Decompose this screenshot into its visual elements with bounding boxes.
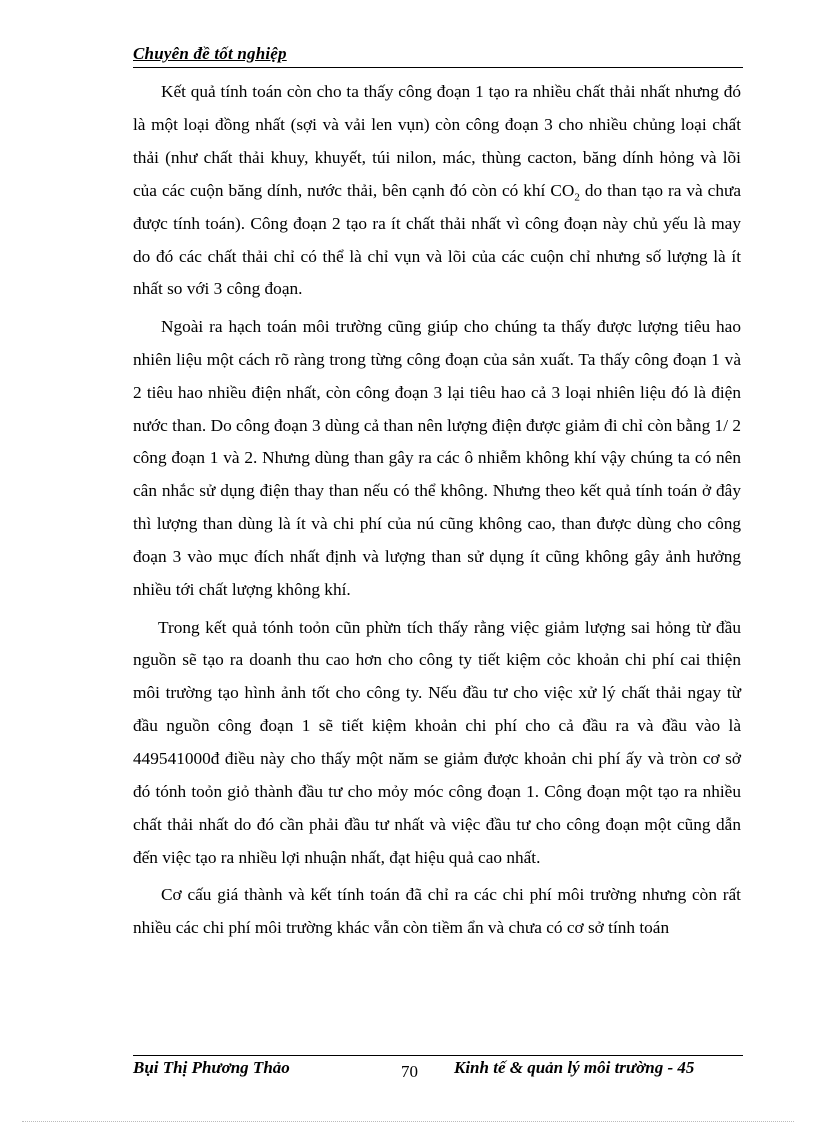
co2-subscript: 2 bbox=[574, 191, 580, 204]
header-divider bbox=[133, 67, 743, 68]
footer-major: Kinh tế & quản lý môi trường - 45 bbox=[454, 1058, 695, 1077]
paragraph-1-text-a: Kết quả tính toán còn cho ta thấy công đoạn 1 tạo ra nhiều chất thải nhất nhưng đó là một loại đồng nhất (sợi và vải len vụn) còn công đoạn 3 cho nhiều chủng loại chất thải (như chất thải khuy, khuyết, túi nilon, mác, thùng cacton, băng dính hỏng và lõi của các cuộn băng dính, nước thải, bên cạnh đó còn có khí CO bbox=[133, 82, 741, 200]
paragraph-1 bbox=[133, 76, 741, 306]
document-body bbox=[133, 76, 741, 950]
page-edge-dotted-line bbox=[22, 1121, 794, 1122]
paragraph-3: Trong kết quả tónh toỏn cũn phừn tích thấy rằng việc giảm lượng sai hỏng từ đầu nguồn sẽ tạo ra doanh thu cao hơn cho công ty tiết kiệm cỏc khoản chi phí cai thiện môi trường tạo hình ảnh tốt cho công ty. Nếu đầu tư cho việc xử lý chất thải ngay từ đầu nguồn công đoạn 1 sẽ tiết kiệm khoản chi phí cho cả đầu ra và đầu vào là 449541000đ điều này cho thấy một năm se giảm được khoản chi phí ấy và tròn cơ sở đó tónh toỏn giỏ thành đầu tư cho mỏy móc công đoạn 1. Công đoạn một tạo ra nhiều chất thải nhất do đó cần phải đầu tư nhất và việc đầu tư cho công đoạn một cũng dẫn đến việc tạo ra nhiều lợi nhuận nhất, đạt hiệu quả cao nhất. bbox=[133, 617, 741, 867]
paragraph-2: Ngoài ra hạch toán môi trường cũng giúp cho chúng ta thấy được lượng tiêu hao nhiên liệu một cách rõ ràng trong từng công đoạn của sản xuất. Ta thấy công đoạn 1 và 2 tiêu hao nhiều điện nhất, còn công đoạn 3 lại tiêu hao cả 3 loại nhiên liệu đó là điện nước than. Do công đoạn 3 dùng cả than nên lượng điện được giảm đi chỉ còn bằng 1/ 2 công đoạn 1 và 2. Nhưng dùng than gây ra các ô nhiễm không khí vậy chúng ta có nên cân nhắc sử dụng điện thay than nếu có thể không. Nhưng theo kết quả tính toán ở đây thì lượng than dùng là ít và chi phí của nú cũng không cao, than được dùng cho công đoạn 3 vào mục đích nhất định và lượng than sử dụng ít cũng không gây ảnh hưởng nhiều tới chất lượng không khí. bbox=[133, 316, 741, 600]
footer-author: Bụi Thị Phương Thảo bbox=[133, 1058, 290, 1077]
page-number: 70 bbox=[401, 1062, 418, 1081]
paragraph-4: Cơ cấu giá thành và kết tính toán đã chỉ ra các chi phí môi trường nhưng còn rất nhiều các chi phí môi trường khác vẫn còn tiềm ẩn và chưa có cơ sở tính toán bbox=[133, 885, 741, 938]
footer-divider bbox=[133, 1055, 743, 1056]
paragraph-1-text-b: do than tạo ra và chưa được tính toán). Công đoạn 2 tạo ra ít chất thải nhất vì công đoạn này chủ yếu là may do đó các chất thải chỉ có thể là chỉ vụn và lõi của các cuộn chỉ nhưng số lượng là ít nhất so với 3 công đoạn. bbox=[133, 180, 742, 299]
page-header-title: Chuyên đề tốt nghiệp bbox=[133, 44, 287, 63]
